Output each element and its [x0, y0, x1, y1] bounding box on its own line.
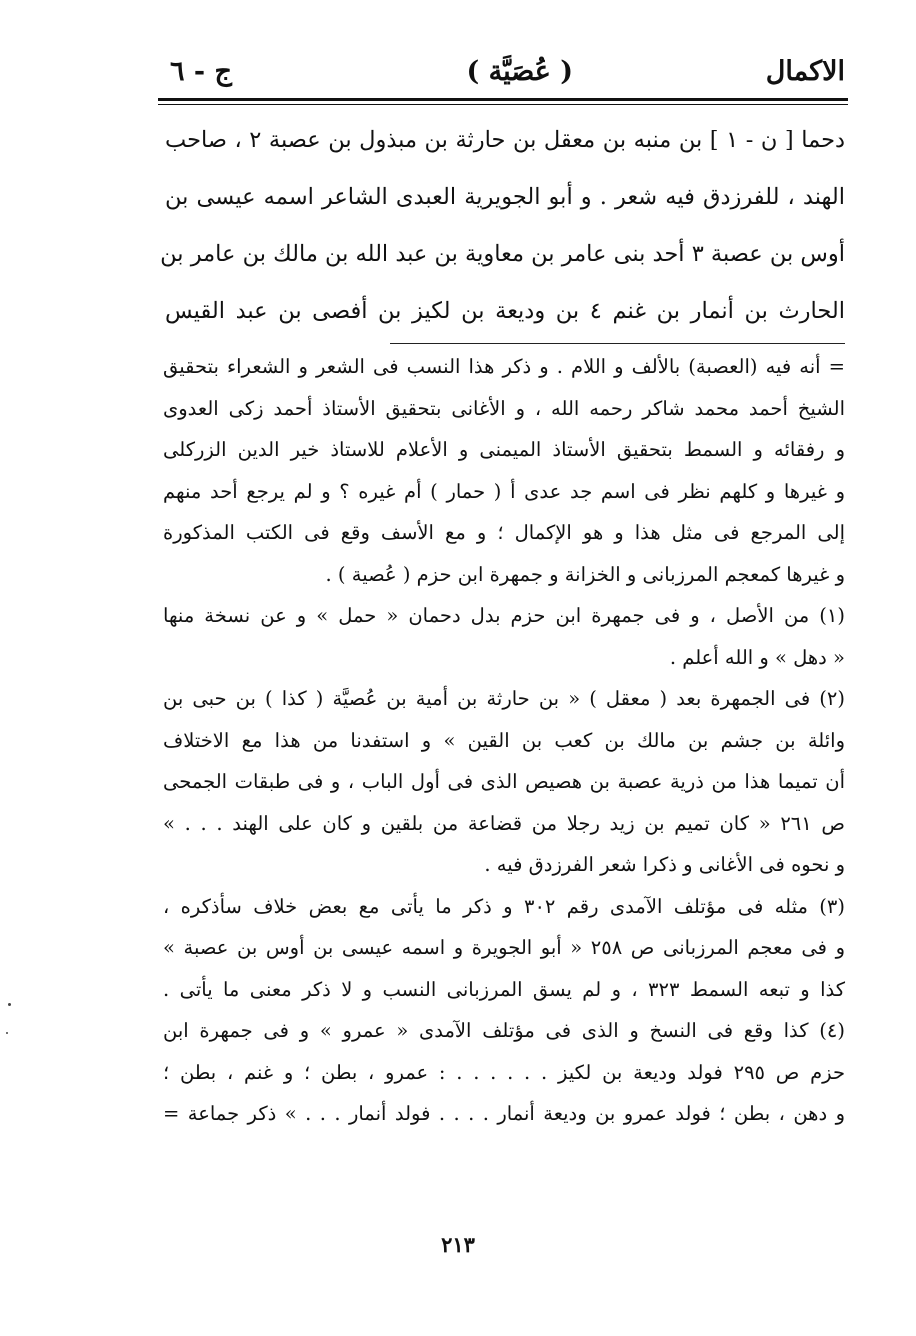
body-line: الهند ، للفرزدق فيه شعر . و أبو الجويرية العبدى الشاعر اسمه عيسى بن: [165, 184, 845, 210]
page-header: [170, 50, 845, 94]
book-title: الاكمال: [765, 56, 845, 87]
footnotes: [163, 346, 845, 1135]
footnote-line: (٤) كذا وقع فى النسخ و الذى فى مؤتلف الآمدى « عمرو » و فى جمهرة ابن: [163, 1019, 845, 1042]
main-text: [160, 112, 846, 340]
body-line: أوس بن عصبة ٣ أحد بنى عامر بن معاوية بن عبد الله بن مالك بن عامر بن: [160, 241, 845, 267]
page-number: ٢١٣: [441, 1232, 475, 1257]
footnote-line: و غيرها كمعجم المرزبانى و الخزانة و جمهرة ابن حزم ( عُصية ) .: [325, 562, 845, 586]
body-line: دحما [ ن - ١ ] بن منبه بن معقل بن حارثة بن مبذول بن عصبة ٢ ، صاحب: [165, 127, 846, 153]
entry-title: ( عُصَيَّة ): [466, 56, 573, 87]
footnote-line: و فى معجم المرزبانى ص ٢٥٨ « أبو الجويرة و اسمه عيسى بن أوس بن عصبة »: [163, 936, 845, 959]
footnote-line: كذا و تبعه السمط ٣٢٣ ، و لم يسق المرزبانى النسب و لا ذكر معنى ما يأتى .: [163, 977, 846, 1001]
footnote-line: (٣) مثله فى مؤتلف الآمدى رقم ٣٠٢ و ذكر ما يأتى مع بعض خلاف سأذكره ،: [163, 894, 845, 918]
footnote-line: الشيخ أحمد محمد شاكر رحمه الله ، و الأغانى بتحقيق الأستاذ أحمد زكى العدوى: [163, 396, 845, 420]
footnote-line: إلى المرجع فى مثل هذا و هو الإكمال ؛ و مع الأسف وقع فى الكتب المذكورة: [163, 521, 845, 544]
footnote-line: و رفقائه و السمط بتحقيق الأستاذ الميمنى و الأعلام للاستاذ خير الدين الزركلى: [163, 438, 845, 461]
footnote-line: ص ٢٦١ « كان تميم بن زيد رجلا من قضاعة من بلقين و كان على الهند . . . »: [163, 811, 846, 835]
footnote-line: أن تميما هذا من ذرية عصبة بن هصيص الذى فى أول الباب ، و فى طبقات الجمحى: [163, 770, 845, 793]
footnote-line: و نحوه فى الأغانى و ذكرا شعر الفرزدق فيه .: [484, 853, 845, 876]
volume-label: ج - ٦: [170, 56, 232, 87]
footnote-line: = أنه فيه (العصبة) بالألف و اللام . و ذكر هذا النسب فى الشعر و الشعراء بتحقيق: [163, 355, 845, 378]
header-rule-thin: [158, 104, 848, 105]
footnote-line: و دهن ، بطن ؛ فولد عمرو بن وديعة أنمار . . . . فولد أنمار . . . » ذكر جماعة =: [163, 1102, 845, 1125]
footnote-line: « دهل » و الله أعلم .: [669, 645, 845, 669]
footnote-separator: [390, 343, 845, 344]
footnote-line: وائلة بن جشم بن مالك بن كعب بن القين » و استفدنا من هذا مع الاختلاف: [163, 728, 845, 752]
footnote-line: (٢) فى الجمهرة بعد ( معقل ) « بن حارثة بن أمية بن عُصيَّة ( كذا ) بن حبى بن: [163, 687, 845, 710]
footnote-line: و غيرها و كلهم نظر فى اسم جد عدى أ ( حمار ) أم غيره ؟ و لم يرجع أحد منهم: [163, 479, 845, 503]
body-line: الحارث بن أنمار بن غنم ٤ بن وديعة بن لكيز بن أفصى بن عبد القيس: [165, 298, 845, 324]
scan-speck: [6, 1032, 8, 1034]
scan-speck: [8, 1003, 11, 1006]
footnote-line: حزم ص ٢٩٥ فولد وديعة بن لكيز . . . . . . : عمرو ، بطن ؛ و غنم ، بطن ؛: [163, 1060, 845, 1084]
header-rule-thick: [158, 98, 848, 101]
footnote-line: (١) من الأصل ، و فى جمهرة ابن حزم بدل دحمان « حمل » و عن نسخة منها: [163, 604, 845, 627]
